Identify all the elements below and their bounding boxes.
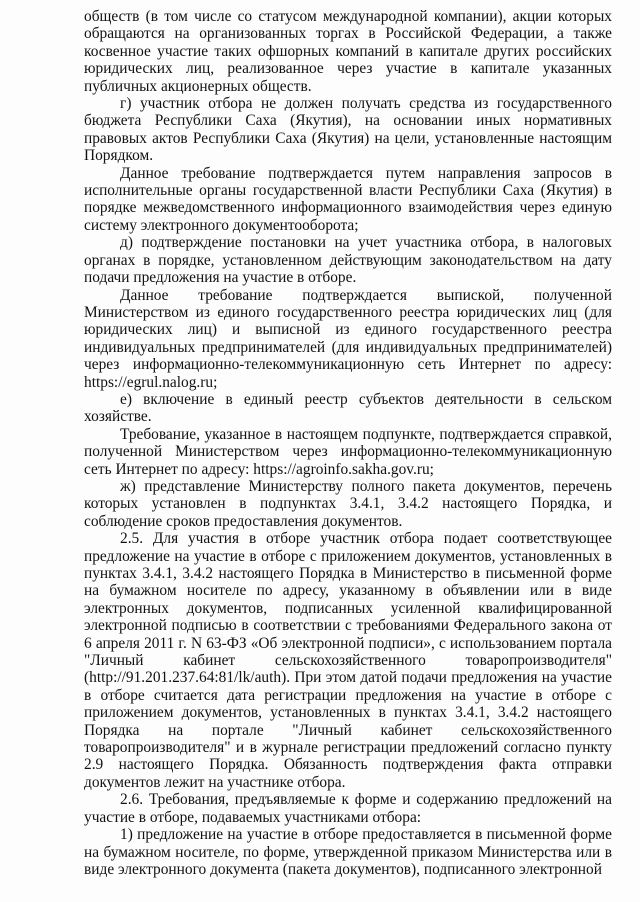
paragraph-section-2-5: 2.5. Для участия в отборе участник отбора подает соответствующее предложение на участие в отборе с приложением документов, установленных в пунктах 3.4.1, 3.4.2 настоящего Порядка в Министерство в письменной форме на бумажном носителе по адресу, указанному в объявлении или в виде электронных документов, подписанных усиленной квалифицированной электронной подписью в соответствии с требованиями Федерального закона от 6 апреля 2011 г. N 63-ФЗ «Об электронной подписи», с использованием портала "Личный кабинет сельскохозяйственного товаропроизводителя" (http://91.201.237.64:81/lk/auth). При этом датой подачи предложения на участие в отборе считается дата регистрации предложения на участие в отборе с приложением документов, установленных в пунктах 3.4.1, 3.4.2 настоящего Порядка на портале "Личный кабинет сельскохозяйственного товаропроизводителя" и в журнале регистрации предложений согласно пункту 2.9 настоящего Порядка. Обязанность подтверждения факта отправки документов лежит на участнике отбора. bbox=[84, 530, 612, 791]
paragraph-item-e: е) включение в единый реестр субъектов деятельности в сельском хозяйстве. bbox=[84, 390, 612, 426]
paragraph-requirement-d-confirmation: Данное требование подтверждается выпиской, полученной Министерством из единого государственного реестра юридических лиц (для юридических лиц) и выписной из единого государственного реестра индивидуальных предпринимателей (для индивидуальных предпринимателей) через информационно-телекоммуникационную сеть Интернет по адресу: https://egrul.nalog.ru; bbox=[84, 286, 612, 391]
document-body bbox=[84, 8, 612, 878]
paragraph-requirement-g-confirmation: Данное требование подтверждается путем направления запросов в исполнительные органы государственной власти Республики Саха (Якутия) в порядке межведомственного информационного взаимодействия через единую систему электронного документооборота; bbox=[84, 164, 612, 234]
paragraph-section-2-6: 2.6. Требования, предъявляемые к форме и содержанию предложений на участие в отборе, подаваемых участниками отбора: bbox=[84, 791, 612, 826]
paragraph-item-d: д) подтверждение постановки на учет участника отбора, в налоговых органах в порядке, установленном действующим законодательством на дату подачи предложения на участие в отборе. bbox=[84, 234, 612, 287]
paragraph-item-zh: ж) представление Министерству полного пакета документов, перечень которых установлен в подпунктах 3.4.1, 3.4.2 настоящего Порядка, и соблюдение сроков предоставления документов. bbox=[84, 477, 612, 530]
paragraph-item-1: 1) предложение на участие в отборе предоставляется в письменной форме на бумажном носителе, по форме, утвержденной приказом Министерства или в виде электронного документа (пакета документов), подписанного электронной bbox=[84, 826, 612, 878]
paragraph-item-g: г) участник отбора не должен получать средства из государственного бюджета Республики Саха (Якутия), на основании иных нормативных правовых актов Республики Саха (Якутия) на цели, установленные настоящим Порядком. bbox=[84, 95, 612, 165]
paragraph-continuation: обществ (в том числе со статусом международной компании), акции которых обращаются на организованных торгах в Российской Федерации, а также косвенное участие таких офшорных компаний в капитале других российских юридических лиц, реализованное через участие в капитале указанных публичных акционерных обществ. bbox=[84, 8, 612, 95]
paragraph-requirement-e-confirmation: Требование, указанное в настоящем подпункте, подтверждается справкой, полученной Министерством через информационно-телекоммуникационную сеть Интернет по адресу: https://agroinfo.sakha.gov.ru; bbox=[84, 425, 612, 478]
